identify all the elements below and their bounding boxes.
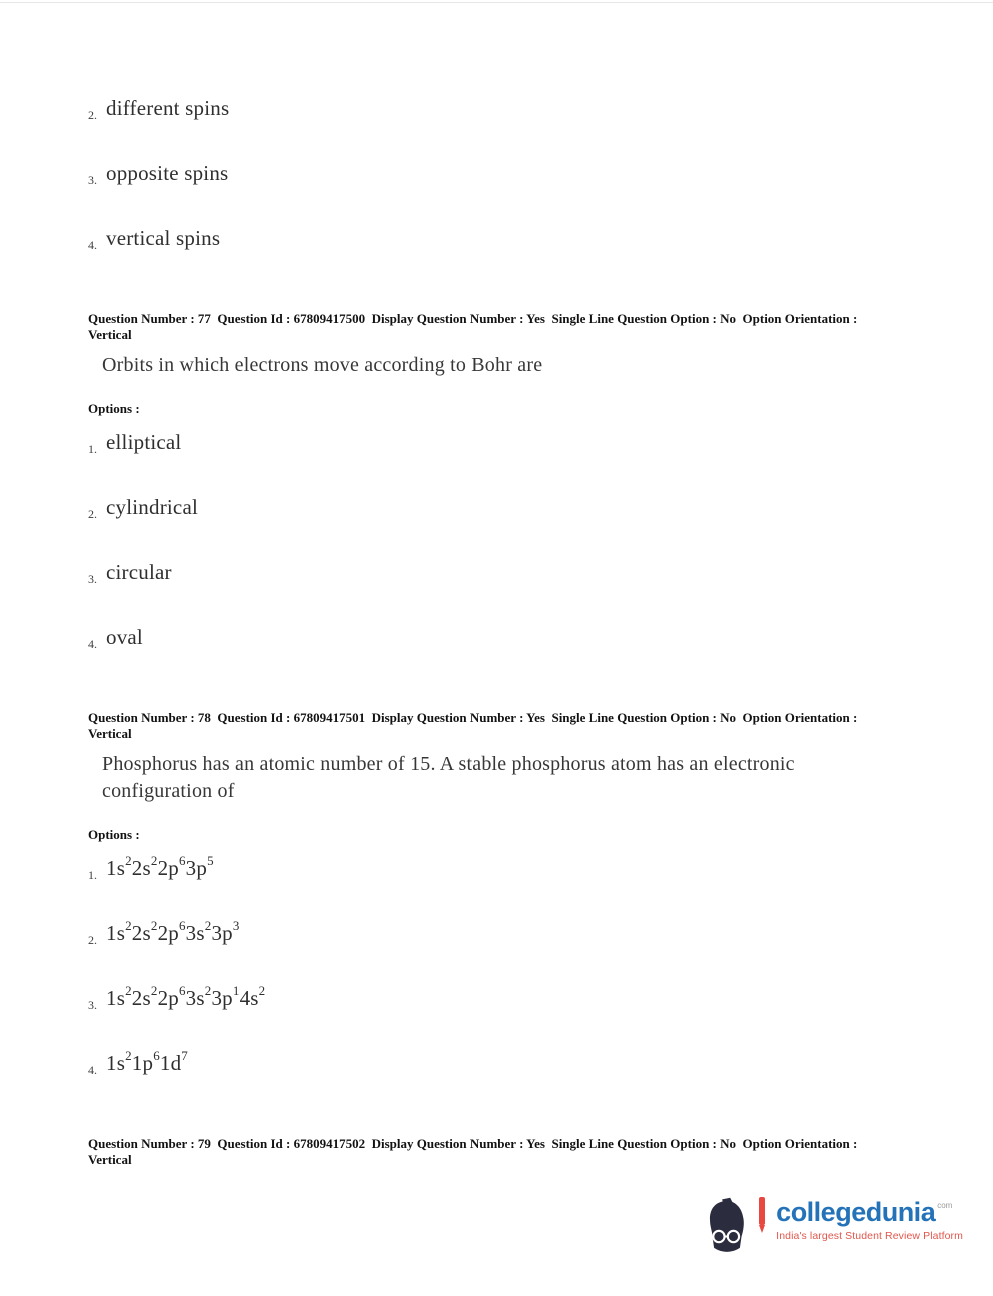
collegedunia-mascot-icon bbox=[706, 1197, 748, 1260]
answer-option bbox=[88, 430, 933, 454]
option-number: 3. bbox=[88, 572, 97, 586]
option-label: different spins bbox=[106, 96, 230, 120]
question-block bbox=[88, 291, 933, 649]
options-label: Options : bbox=[88, 401, 140, 416]
answer-option bbox=[88, 96, 933, 120]
question-text: Orbits in which electrons move according to Bohr are bbox=[102, 354, 543, 376]
answer-option bbox=[88, 226, 933, 250]
option-label: elliptical bbox=[106, 430, 182, 454]
previous-question-options bbox=[88, 96, 933, 250]
answer-option bbox=[88, 918, 933, 947]
answer-option bbox=[88, 853, 933, 882]
brand-tagline: India's largest Student Review Platform bbox=[776, 1230, 963, 1242]
questions-section bbox=[88, 291, 933, 1167]
brand-suffix: com bbox=[937, 1201, 953, 1210]
option-label: opposite spins bbox=[106, 161, 229, 185]
option-label: $1s^21p^61d^7$ bbox=[106, 1048, 188, 1075]
answer-option bbox=[88, 495, 933, 519]
option-label: $1s^22s^22p^63s^23p^3$ bbox=[106, 918, 240, 945]
option-number: 3. bbox=[88, 998, 97, 1012]
brand-name: collegedunia bbox=[776, 1197, 936, 1227]
option-label: $1s^22s^22p^63s^23p^14s^2$ bbox=[106, 983, 266, 1010]
question-meta: Question Number : 79 Question Id : 67809417502 Display Question Number : Yes Single Line Question Option : No Option Orientation : Vertical bbox=[88, 1136, 861, 1167]
option-number: 1. bbox=[88, 868, 97, 882]
question-meta: Question Number : 77 Question Id : 67809417500 Display Question Number : Yes Single Line Question Option : No Option Orientation : Vertical bbox=[88, 311, 861, 342]
option-number: 4. bbox=[88, 238, 97, 252]
options-list bbox=[88, 853, 933, 1077]
option-label: cylindrical bbox=[106, 495, 198, 519]
option-number: 4. bbox=[88, 637, 97, 651]
brand-text-block bbox=[776, 1197, 963, 1242]
option-number: 3. bbox=[88, 173, 97, 187]
answer-option bbox=[88, 560, 933, 584]
option-number: 2. bbox=[88, 507, 97, 521]
question-block bbox=[88, 690, 933, 1075]
option-number: 4. bbox=[88, 1063, 97, 1077]
option-number: 2. bbox=[88, 933, 97, 947]
option-label: $1s^22s^22p^63p^5$ bbox=[106, 853, 214, 880]
question-meta: Question Number : 78 Question Id : 67809417501 Display Question Number : Yes Single Line Question Option : No Option Orientation : Vertical bbox=[88, 710, 861, 741]
option-number: 1. bbox=[88, 442, 97, 456]
options-label: Options : bbox=[88, 827, 140, 842]
options-list bbox=[88, 430, 933, 649]
option-number: 2. bbox=[88, 108, 97, 122]
collegedunia-logo[interactable] bbox=[706, 1197, 963, 1260]
answer-option bbox=[88, 161, 933, 185]
question-block bbox=[88, 1116, 933, 1167]
logo-pencil-icon bbox=[757, 1197, 767, 1238]
option-label: circular bbox=[106, 560, 172, 584]
answer-option bbox=[88, 625, 933, 649]
option-label: oval bbox=[106, 625, 143, 649]
option-label: vertical spins bbox=[106, 226, 221, 250]
question-text: Phosphorus has an atomic number of 15. A stable phosphorus atom has an electronic configuration of bbox=[102, 753, 795, 802]
answer-option bbox=[88, 1048, 933, 1077]
answer-option bbox=[88, 983, 933, 1012]
